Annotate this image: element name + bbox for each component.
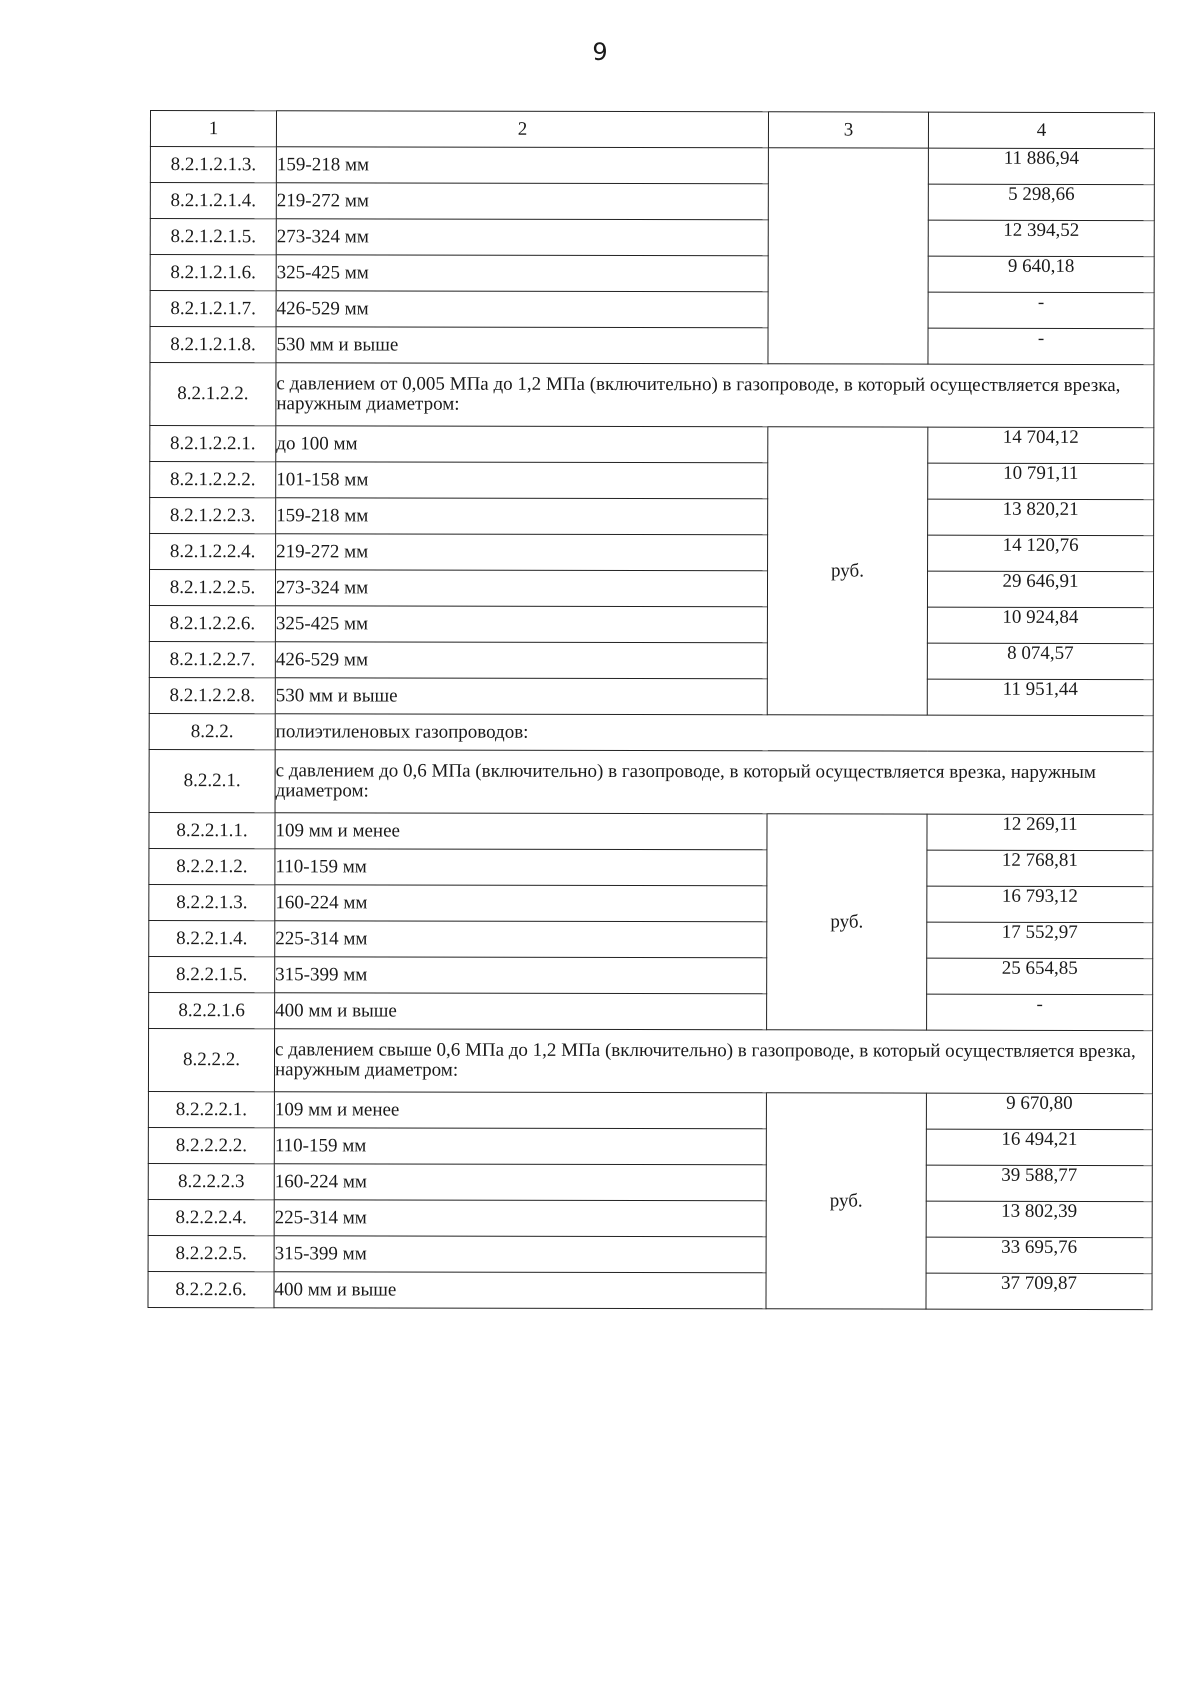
row-price: 17 552,97 <box>927 922 1153 958</box>
row-price: - <box>928 328 1154 364</box>
group-header-row <box>148 1028 1152 1093</box>
unit-cell: руб. <box>767 427 928 715</box>
table-row <box>150 183 1154 221</box>
row-price: 11 951,44 <box>927 679 1153 715</box>
table-row <box>149 605 1153 643</box>
row-code: 8.2.1.2.1.7. <box>150 291 276 327</box>
row-diameter: 426-529 мм <box>275 642 767 679</box>
table-row <box>150 327 1154 365</box>
table-row <box>148 1271 1152 1309</box>
row-code: 8.2.2.1.4. <box>149 920 275 956</box>
table-row <box>150 219 1154 257</box>
row-code: 8.2.2.1.2. <box>149 848 275 884</box>
table-row <box>150 534 1154 572</box>
row-price: 14 120,76 <box>928 535 1154 571</box>
row-diameter: 315-399 мм <box>274 1236 766 1273</box>
row-diameter: 160-224 мм <box>274 1164 766 1201</box>
row-code: 8.2.1.2.1.4. <box>150 183 276 219</box>
table-row <box>149 884 1153 922</box>
table-row <box>148 1199 1152 1237</box>
row-price: - <box>927 994 1153 1030</box>
table-row <box>149 920 1153 958</box>
row-price: 5 298,66 <box>928 184 1154 220</box>
row-code: 8.2.2.1.6 <box>149 992 275 1028</box>
row-diameter: 426-529 мм <box>276 291 768 328</box>
row-diameter: 530 мм и выше <box>276 327 768 364</box>
row-code: 8.2.2.2.2. <box>148 1127 274 1163</box>
row-code: 8.2.1.2.2.7. <box>149 641 275 677</box>
header-row <box>150 111 1154 149</box>
column-header-3: 3 <box>768 112 928 148</box>
row-price: 16 494,21 <box>926 1129 1152 1165</box>
group-description: с давлением до 0,6 МПа (включительно) в газопроводе, в который осуществляется врезка, наружным диаметром: <box>275 750 1153 815</box>
table-row <box>150 462 1154 500</box>
column-header-4: 4 <box>928 112 1154 148</box>
row-diameter: 110-159 мм <box>275 849 767 886</box>
column-header-2: 2 <box>276 111 768 148</box>
table-row <box>149 641 1153 679</box>
row-diameter: до 100 мм <box>276 426 768 463</box>
row-price: 13 802,39 <box>926 1201 1152 1237</box>
row-price: 10 791,11 <box>928 463 1154 499</box>
table-row <box>148 1091 1152 1129</box>
section-row <box>149 713 1153 751</box>
table-row <box>150 255 1154 293</box>
group-header-row <box>150 363 1154 428</box>
row-diameter: 315-399 мм <box>275 957 767 994</box>
row-diameter: 225-314 мм <box>275 921 767 958</box>
row-code: 8.2.2.1.1. <box>149 812 275 848</box>
row-diameter: 530 мм и выше <box>275 678 767 715</box>
row-code: 8.2.1.2.1.8. <box>150 327 276 363</box>
row-diameter: 325-425 мм <box>276 255 768 292</box>
group-description: с давлением свыше 0,6 МПа до 1,2 МПа (включительно) в газопроводе, в который осуществляется врезка, наружным диаметром: <box>274 1029 1152 1094</box>
row-code: 8.2.2.2.3 <box>148 1163 274 1199</box>
row-diameter: 273-324 мм <box>275 570 767 607</box>
row-code: 8.2.1.2.2.2. <box>150 462 276 498</box>
group-code: 8.2.2.1. <box>149 749 275 812</box>
row-code: 8.2.2.2.1. <box>148 1091 274 1127</box>
table-row <box>148 1127 1152 1165</box>
row-code: 8.2.1.2.1.6. <box>150 255 276 291</box>
unit-cell: руб. <box>767 814 927 1030</box>
table-row <box>148 1163 1152 1201</box>
unit-cell: руб. <box>766 1093 926 1309</box>
row-diameter: 159-218 мм <box>276 498 768 535</box>
row-diameter: 219-272 мм <box>276 183 768 220</box>
row-code: 8.2.2.2.5. <box>148 1235 274 1271</box>
row-price: 9 670,80 <box>926 1093 1152 1129</box>
row-code: 8.2.1.2.2.3. <box>150 498 276 534</box>
row-code: 8.2.2.1.3. <box>149 884 275 920</box>
page-number: 9 <box>592 38 608 66</box>
row-diameter: 400 мм и выше <box>274 1272 766 1309</box>
group-header-row <box>149 749 1153 814</box>
row-code: 8.2.1.2.2.5. <box>149 570 275 606</box>
row-price: 12 269,11 <box>927 814 1153 850</box>
row-diameter: 219-272 мм <box>276 534 768 571</box>
row-code: 8.2.1.2.1.3. <box>150 147 276 183</box>
row-price: 13 820,21 <box>928 499 1154 535</box>
row-price: 33 695,76 <box>926 1237 1152 1273</box>
table-row <box>150 147 1154 185</box>
table-row <box>149 812 1153 850</box>
row-price: 12 768,81 <box>927 850 1153 886</box>
row-diameter: 110-159 мм <box>274 1128 766 1165</box>
row-price: 8 074,57 <box>927 643 1153 679</box>
row-diameter: 225-314 мм <box>274 1200 766 1237</box>
row-price: 12 394,52 <box>928 220 1154 256</box>
row-diameter: 160-224 мм <box>275 885 767 922</box>
group-description: с давлением от 0,005 МПа до 1,2 МПа (включительно) в газопроводе, в который осуществляется врезка, наружным диаметром: <box>276 363 1154 428</box>
table-row <box>149 956 1153 994</box>
row-price: - <box>928 292 1154 328</box>
table-row <box>149 570 1153 608</box>
section-code: 8.2.2. <box>149 713 275 749</box>
row-price: 10 924,84 <box>927 607 1153 643</box>
table-row <box>148 1235 1152 1273</box>
tariff-table <box>147 110 1155 1310</box>
row-diameter: 159-218 мм <box>276 147 768 184</box>
row-price: 11 886,94 <box>928 148 1154 184</box>
row-price: 14 704,12 <box>928 427 1154 463</box>
group-code: 8.2.2.2. <box>148 1028 274 1091</box>
table-row <box>149 992 1153 1030</box>
row-diameter: 109 мм и менее <box>275 813 767 850</box>
row-price: 29 646,91 <box>927 571 1153 607</box>
table-row <box>150 426 1154 464</box>
row-diameter: 109 мм и менее <box>274 1092 766 1129</box>
unit-cell <box>768 148 928 364</box>
tariff-table-body <box>148 111 1155 1310</box>
table-row <box>149 848 1153 886</box>
row-price: 37 709,87 <box>926 1273 1152 1309</box>
row-price: 16 793,12 <box>927 886 1153 922</box>
row-price: 9 640,18 <box>928 256 1154 292</box>
row-diameter: 400 мм и выше <box>275 993 767 1030</box>
section-title: полиэтиленовых газопроводов: <box>275 714 1153 752</box>
table-row <box>149 677 1153 715</box>
row-diameter: 325-425 мм <box>275 606 767 643</box>
row-code: 8.2.1.2.2.1. <box>150 426 276 462</box>
row-diameter: 273-324 мм <box>276 219 768 256</box>
row-code: 8.2.1.2.2.4. <box>150 534 276 570</box>
row-code: 8.2.2.2.6. <box>148 1271 274 1307</box>
row-code: 8.2.1.2.2.8. <box>149 677 275 713</box>
group-code: 8.2.1.2.2. <box>150 363 276 426</box>
row-diameter: 101-158 мм <box>276 462 768 499</box>
row-code: 8.2.1.2.2.6. <box>149 605 275 641</box>
row-code: 8.2.2.2.4. <box>148 1199 274 1235</box>
row-price: 25 654,85 <box>927 958 1153 994</box>
table-row <box>150 498 1154 536</box>
table-row <box>150 291 1154 329</box>
row-price: 39 588,77 <box>926 1165 1152 1201</box>
column-header-1: 1 <box>150 111 276 147</box>
row-code: 8.2.2.1.5. <box>149 956 275 992</box>
row-code: 8.2.1.2.1.5. <box>150 219 276 255</box>
